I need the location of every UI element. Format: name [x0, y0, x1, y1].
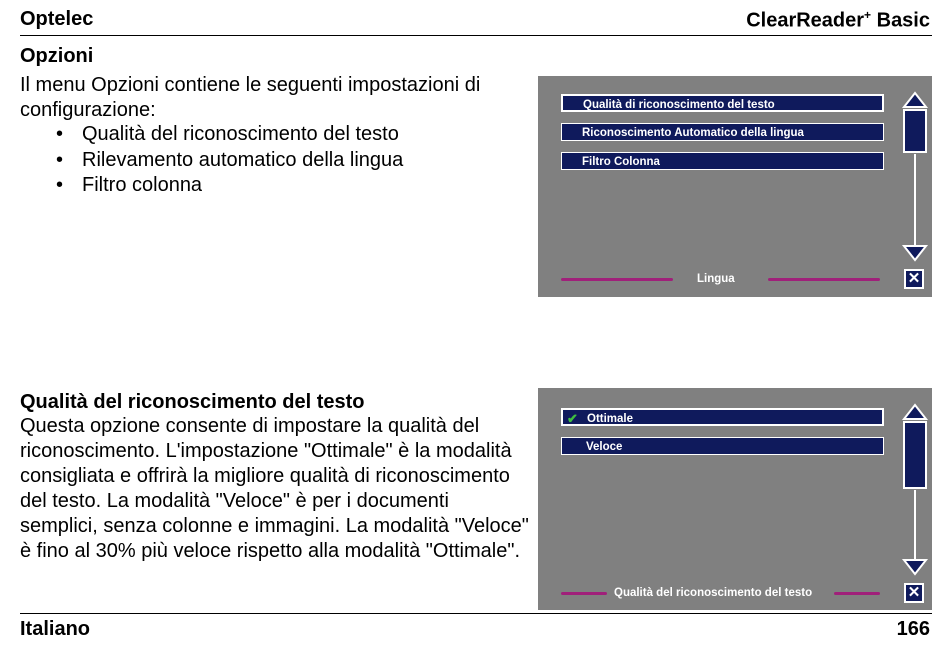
- menu-item-veloce[interactable]: Veloce: [561, 437, 884, 455]
- header-product: [746, 8, 930, 33]
- section-quality-body: Questa opzione consente di impostare la qualità del riconoscimento. L'impostazione "Ottimale" è la modalità consigliata e offrirà la migliore qualità di riconoscimento del testo. La modalità "Veloce" è per i documenti semplici, senza colonne e immagini. La modalità "Veloce" è fino al 30% più veloce rispetto alla modalità "Ottimale".: [20, 415, 529, 562]
- header-brand: Optelec: [20, 8, 94, 30]
- page-number: 166: [896, 618, 930, 640]
- footer-language: Italiano: [20, 618, 91, 640]
- options-menu-screenshot: [538, 76, 932, 297]
- check-icon: ✔: [567, 411, 578, 426]
- bullet: •: [56, 174, 64, 196]
- title-line-left: [561, 278, 673, 281]
- bullet: •: [56, 123, 64, 145]
- list-item: • Qualità del riconoscimento del testo: [20, 122, 520, 148]
- list-item: • Filtro colonna: [20, 173, 520, 199]
- bullet: •: [56, 148, 64, 171]
- panel-title: Lingua: [697, 273, 735, 285]
- section-title-opzioni: Opzioni: [20, 45, 94, 67]
- options-list: [20, 122, 520, 199]
- quality-menu-screenshot: [538, 388, 932, 610]
- scroll-up-icon: [904, 93, 926, 107]
- close-icon[interactable]: ✕: [904, 269, 924, 289]
- section-intro: Il menu Opzioni contiene le seguenti impostazioni di configurazione:: [20, 74, 481, 121]
- menu-item-column-filter[interactable]: Filtro Colonna: [561, 152, 884, 170]
- scroll-up-icon: [904, 405, 926, 419]
- menu-item-auto-language[interactable]: Riconoscimento Automatico della lingua: [561, 123, 884, 141]
- menu-item-text-quality[interactable]: Qualità di riconoscimento del testo: [561, 94, 884, 112]
- header-rule: [20, 35, 932, 36]
- scroll-thumb: [904, 422, 926, 488]
- scroll-down-icon: [904, 246, 926, 260]
- scroll-down-icon: [904, 560, 926, 574]
- list-item: • Rilevamento automatico della lingua: [20, 148, 520, 174]
- product-sup: +: [864, 8, 872, 22]
- footer-rule: [20, 613, 932, 614]
- title-line-left: [561, 592, 607, 595]
- scroll-thumb: [904, 110, 926, 152]
- product-name: ClearReader: [746, 9, 865, 32]
- title-line-right: [834, 592, 880, 595]
- section-title-quality: Qualità del riconoscimento del testo: [20, 391, 365, 413]
- title-line-right: [768, 278, 880, 281]
- panel-title: Qualità del riconoscimento del testo: [614, 587, 813, 599]
- product-suffix: Basic: [871, 9, 930, 32]
- close-icon[interactable]: ✕: [904, 583, 924, 603]
- scrollbar[interactable]: [901, 402, 929, 578]
- scrollbar[interactable]: [901, 90, 929, 264]
- menu-item-ottimale[interactable]: ✔ Ottimale: [561, 408, 884, 426]
